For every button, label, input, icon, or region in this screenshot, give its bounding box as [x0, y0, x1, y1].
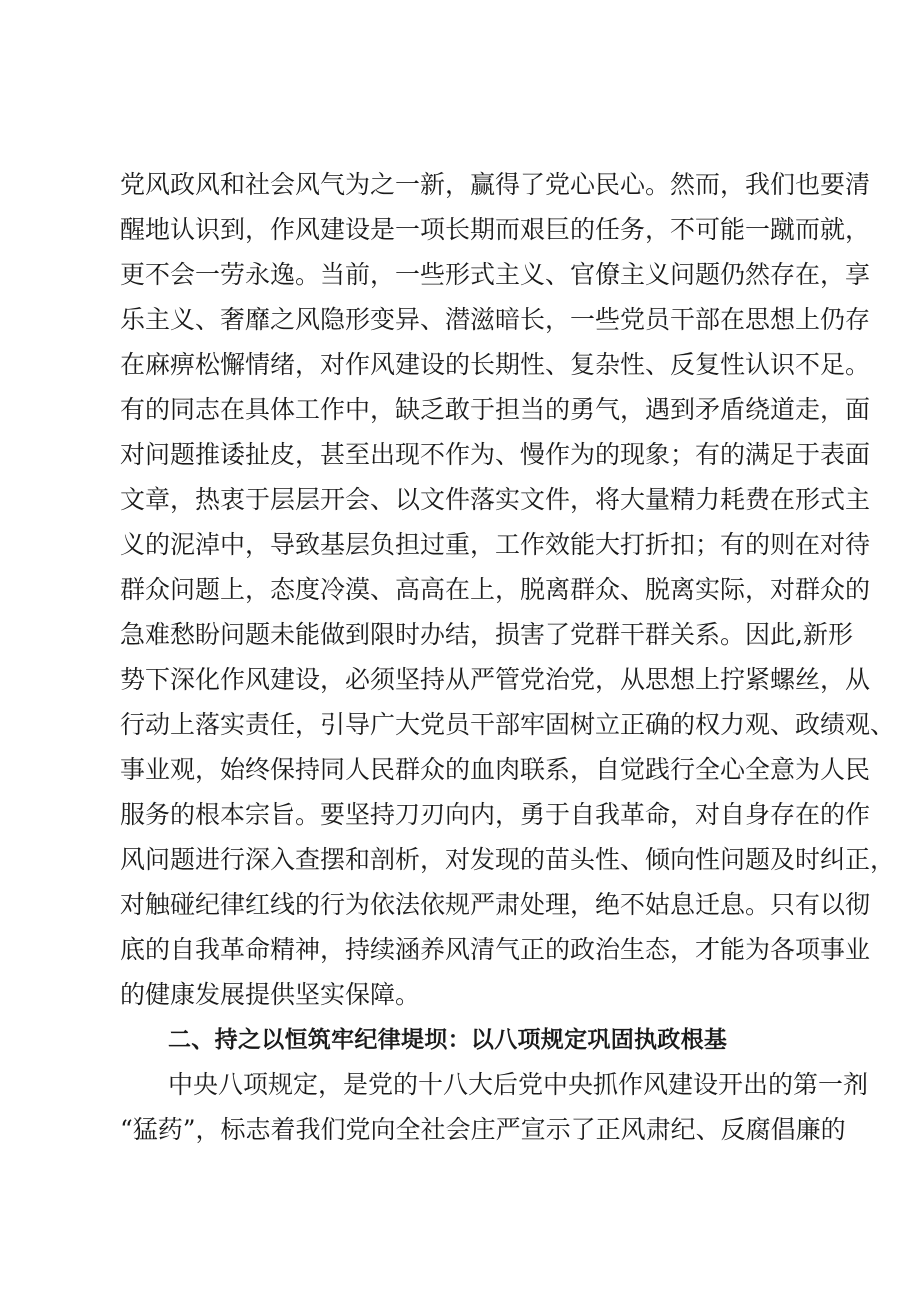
body-text-line: 对触碰纪律红线的行为依法依规严肃处理，绝不姑息迁息。只有以彻 — [120, 890, 871, 919]
body-text-line: 群众问题上，态度冷漠、高高在上，脱离群众、脱离实际，对群众的 — [120, 575, 871, 604]
body-text-line: 更不会一劳永逸。当前，一些形式主义、官僚主义问题仍然存在，享 — [120, 260, 871, 289]
body-text-line: 的健康发展提供坚实保障。 — [120, 980, 421, 1009]
body-text-line: 文章，热衷于层层开会、以文件落实文件，将大量精力耗费在形式主 — [120, 485, 871, 514]
body-text-line: 乐主义、奢靡之风隐形变异、潜滋暗长，一些党员干部在思想上仍存 — [120, 305, 871, 334]
body-text-line: 义的泥淖中，导致基层负担过重，工作效能大打折扣；有的则在对待 — [120, 530, 871, 559]
body-text-line: 服务的根本宗旨。要坚持刀刃向内，勇于自我革命，对自身存在的作 — [120, 800, 871, 829]
body-text-line: 急难愁盼问题未能做到限时办结，损害了党群干群关系。因此,新形 — [120, 620, 853, 649]
body-text-line: 在麻痹松懈情绪，对作风建设的长期性、复杂性、反复性认识不足。 — [120, 350, 871, 379]
body-text-line: 对问题推诿扯皮，甚至出现不作为、慢作为的现象；有的满足于表面 — [120, 440, 871, 469]
body-text-line: 事业观，始终保持同人民群众的血肉联系，自觉践行全心全意为人民 — [120, 755, 871, 784]
body-text-line: 行动上落实责任，引导广大党员干部牢固树立正确的权力观、政绩观、 — [120, 710, 896, 739]
body-text-line: 底的自我革命精神，持续涵养风清气正的政治生态，才能为各项事业 — [120, 935, 871, 964]
body-text-line: 党风政风和社会风气为之一新，赢得了党心民心。然而，我们也要清 — [120, 170, 871, 199]
section-heading: 二、持之以恒筑牢纪律堤坝：以八项规定巩固执政根基 — [168, 1027, 728, 1053]
body-text-line: 醒地认识到，作风建设是一项长期而艰巨的任务，不可能一蹴而就， — [120, 215, 871, 244]
body-text-line: 势下深化作风建设，必须坚持从严管党治党，从思想上拧紧螺丝，从 — [120, 665, 871, 694]
body-text-line: 风问题进行深入查摆和剖析，对发现的苗头性、倾向性问题及时纠正， — [120, 845, 896, 874]
body-text-line: 有的同志在具体工作中，缺乏敢于担当的勇气，遇到矛盾绕道走，面 — [120, 395, 871, 424]
body-text-line: “猛药”，标志着我们党向全社会庄严宣示了正风肃纪、反腐倡廉的 — [120, 1115, 846, 1144]
body-text-line: 中央八项规定，是党的十八大后党中央抓作风建设开出的第一剂 — [168, 1070, 869, 1099]
